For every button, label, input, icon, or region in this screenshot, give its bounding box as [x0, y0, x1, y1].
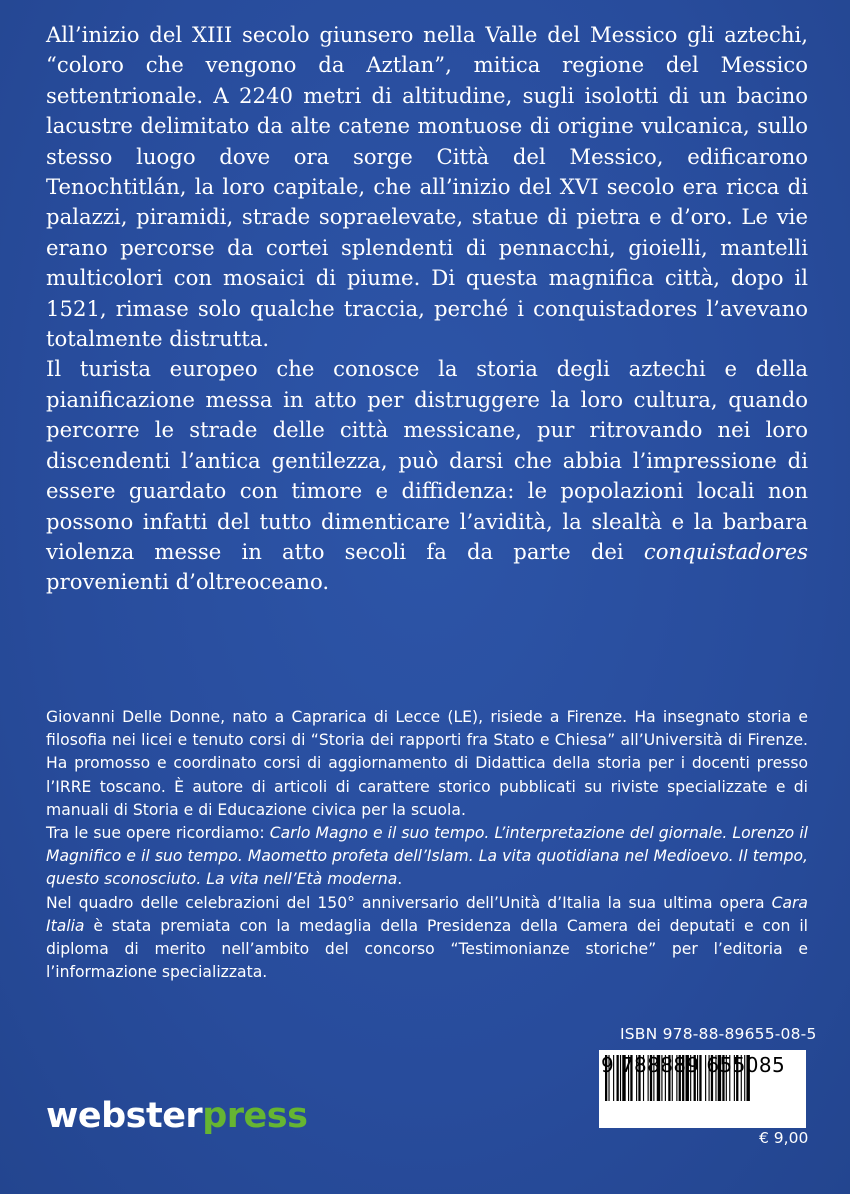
bio-paragraph-2 [46, 822, 808, 892]
logo-webster: webster [46, 1096, 203, 1136]
publisher-logo [46, 1096, 307, 1136]
barcode-digits: 9 788889 655085 [601, 1053, 786, 1077]
bio-works-list: Carlo Magno e il suo tempo. L’interpretazione del giornale. Lorenzo il Magnifico e il suo tempo. Maometto profeta dell’Islam. La vita quotidiana nel Medioevo. Il tempo, questo sconosciuto. La vita nell’Età moderna [46, 824, 808, 889]
logo-press: press [202, 1096, 308, 1136]
author-bio [46, 706, 808, 984]
price: € 9,00 [759, 1129, 809, 1147]
bio-paragraph-3-text: Nel quadro delle celebrazioni del 150° anniversario dell’Unità d’Italia la sua ultima opera [46, 893, 772, 912]
synopsis-italic-term: conquistadores [643, 538, 808, 564]
synopsis-paragraph-1-text: All’inizio del XIII secolo giunsero nella Valle del Messico gli aztechi, “coloro che vengono da Aztlan”, mitica regione del Messico settentrionale. A 2240 metri di altitudine, sugli isolotti di un bacino lacustre delimitato da alte catene montuose di origine vulcanica, sullo stesso luogo dove ora sorge Città del Messico, edificarono Tenochtitlán, la loro capitale, che all’inizio del XVI secolo era ricca di palazzi, piramidi, strade sopraelevate, statue di pietra e d’oro. Le vie erano percorse da cortei splendenti di pennacchi, gioielli, mantelli multicolori con mosaici di piume. Di questa magnifica città, dopo il 1521, rimase solo qualche traccia, perché i conquistadores l’avevano totalmente distrutta. [46, 22, 808, 352]
synopsis-paragraph-2-text: Il turista europeo che conosce la storia degli aztechi e della pianificazione messa in atto per distruggere la loro cultura, quando percorre le strade delle città messicane, pur ritrovando nei loro discendenti l’antica gentilezza, può darsi che abbia l’impressione di essere guardato con timore e diffidenza: le popolazioni locali non possono infatti del tutto dimenticare l’avidità, la slealtà e la barbara violenza messe in atto secoli fa da parte dei [46, 356, 808, 564]
synopsis-paragraph-1 [46, 20, 808, 354]
isbn-label: ISBN 978-88-89655-08-5 [620, 1025, 817, 1043]
bio-paragraph-3 [46, 892, 808, 985]
synopsis-text [46, 20, 808, 598]
bio-paragraph-1 [46, 706, 808, 822]
bio-paragraph-2-end: . [397, 870, 403, 889]
bio-paragraph-2-text: Tra le sue opere ricordiamo: [46, 824, 270, 843]
bio-paragraph-1-text: Giovanni Delle Donne, nato a Caprarica di Lecce (LE), risiede a Firenze. Ha insegnato storia e filosofia nei licei e tenuto corsi di “Storia dei rapporti fra Stato e Chiesa” all’Università di Firenze. Ha promosso e coordinato corsi di aggiornamento di Didattica della storia per i docenti presso l’IRRE toscano. È autore di articoli di carattere storico pubblicati su riviste specializzate e di manuali di Storia e di Educazione civica per la scuola. [46, 708, 808, 819]
synopsis-paragraph-2 [46, 354, 808, 597]
bio-award-title: Cara Italia [46, 893, 808, 935]
synopsis-paragraph-2-end: provenienti d’oltreoceano. [46, 569, 330, 595]
bio-paragraph-3-end: è stata premiata con la medaglia della Presidenza della Camera dei deputati e con il diploma di merito nell’ambito del concorso “Testimonianze storiche” per l’editoria e l’informazione specializzata. [46, 916, 808, 982]
